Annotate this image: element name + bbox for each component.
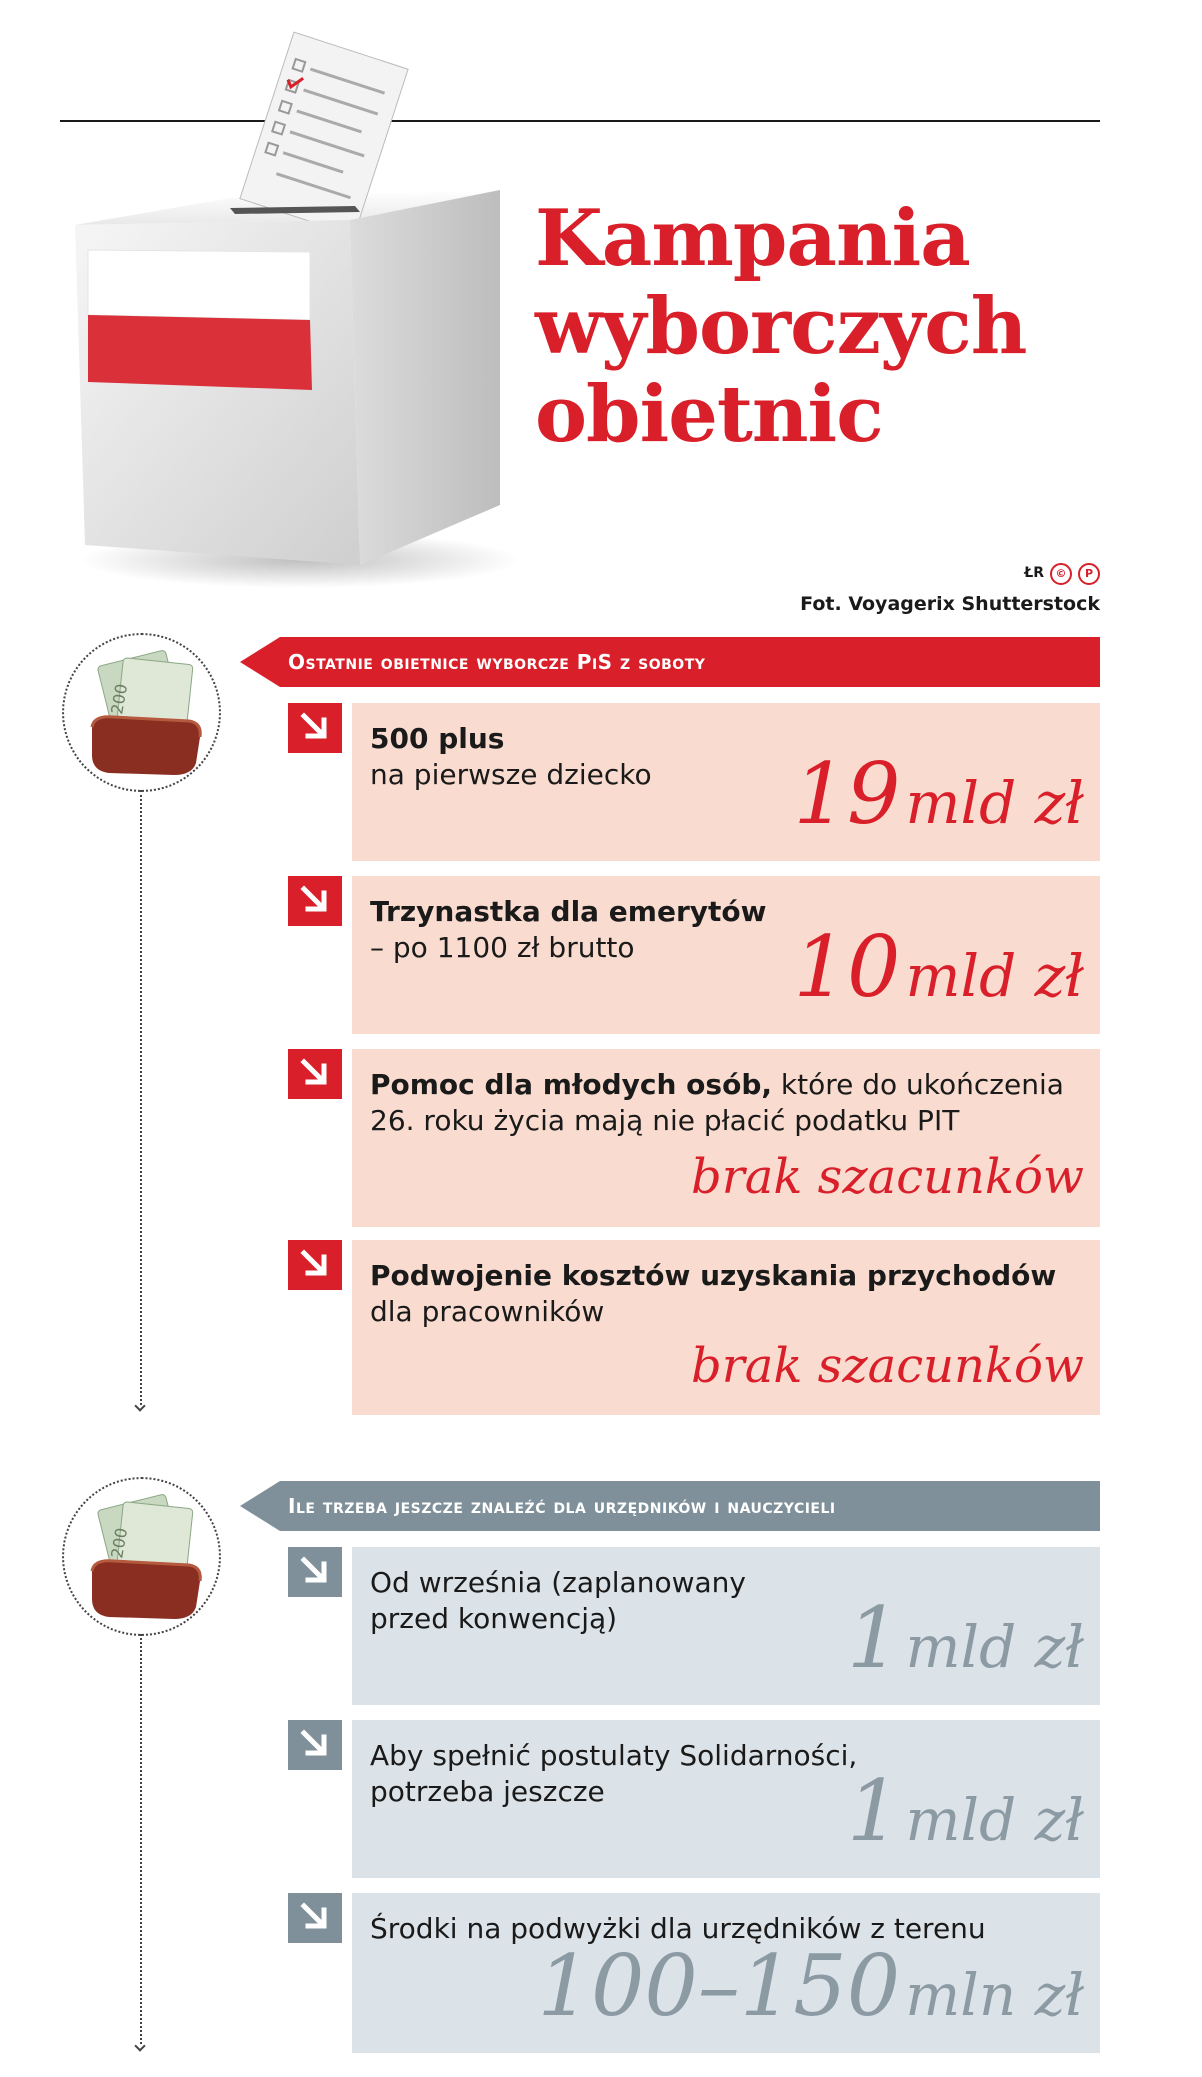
wallet-money-icon — [64, 635, 219, 790]
item-description: – po 1100 zł brutto — [370, 931, 635, 964]
svg-text:200: 200 — [107, 1526, 132, 1560]
copyright-p-mark: P — [1078, 563, 1100, 585]
item-text — [370, 1067, 1080, 1139]
item-description: na pierwsze dziecko — [370, 758, 652, 791]
amount-unit: mld zł — [905, 942, 1084, 1010]
item-heading: Pomoc dla młodych osób, — [370, 1068, 772, 1101]
item-amount: brak szacunków — [691, 1149, 1084, 1205]
title-line-1: Kampania — [535, 193, 970, 284]
item-amount — [794, 918, 1084, 1016]
arrow-down-right-icon — [288, 1720, 342, 1770]
page-title — [535, 195, 1115, 459]
author-initials: ŁR — [1024, 565, 1044, 581]
coin-wallet-icon — [62, 633, 221, 792]
amount-unit: mld zł — [905, 1613, 1084, 1681]
photo-credit: Fot. Voyagerix Shutterstock — [800, 593, 1100, 615]
amount-value: 1 — [846, 1589, 901, 1687]
title-line-2: wyborczych — [535, 281, 1027, 372]
amount-value: 1 — [846, 1762, 901, 1860]
title-line-3: obietnic — [535, 369, 883, 460]
item-description: dla pracowników — [370, 1295, 605, 1328]
amount-value: 19 — [793, 745, 901, 843]
list-item — [352, 703, 1100, 861]
list-item — [352, 876, 1100, 1034]
dotted-connector — [140, 1634, 142, 2044]
section1-header — [240, 637, 1100, 687]
coin-wallet-icon — [62, 1477, 221, 1636]
item-heading: 500 plus — [370, 722, 505, 755]
item-amount: brak szacunków — [691, 1338, 1084, 1394]
item-text: Środki na podwyżki dla urzędników z terenu — [370, 1912, 986, 1945]
item-amount — [794, 745, 1084, 843]
svg-text:200: 200 — [107, 682, 132, 716]
item-text: Aby spełnić postulaty Solidarności, potrzeba jeszcze — [370, 1739, 858, 1808]
list-item — [352, 1049, 1100, 1227]
section2-header — [240, 1481, 1100, 1531]
amount-unit: mln zł — [905, 1961, 1084, 2029]
dotted-connector-arrow-icon — [134, 1400, 145, 1411]
amount-value: 100–150 — [537, 1937, 901, 2035]
amount-value: 10 — [793, 918, 901, 1016]
list-item — [352, 1893, 1100, 2053]
item-heading: Trzynastka dla emerytów — [370, 895, 767, 928]
arrow-down-right-icon — [288, 1893, 342, 1943]
wallet-money-icon — [64, 1479, 219, 1634]
header-pointer — [240, 637, 280, 687]
item-amount — [538, 1937, 1084, 2035]
arrow-down-right-icon — [288, 1240, 342, 1290]
dotted-connector-arrow-icon — [134, 2040, 145, 2051]
arrow-down-right-icon — [288, 1547, 342, 1597]
list-item — [352, 1240, 1100, 1415]
ballot-box-illustration — [60, 30, 520, 590]
author-credit — [1024, 563, 1100, 585]
header-pointer — [240, 1481, 280, 1531]
amount-unit: mld zł — [905, 769, 1084, 837]
arrow-down-right-icon — [288, 703, 342, 753]
item-heading: Podwojenie kosztów uzyskania przychodów — [370, 1259, 1057, 1292]
copyright-c-icon: © — [1050, 563, 1072, 585]
item-description: które do ukończenia 26. roku życia mają nie płacić podatku PIT — [370, 1068, 1064, 1137]
section1-title: Ostatnie obietnice wyborcze PiS z soboty — [288, 650, 706, 674]
list-item — [352, 1547, 1100, 1705]
dotted-connector — [140, 790, 142, 1405]
arrow-down-right-icon — [288, 1049, 342, 1099]
item-amount — [847, 1589, 1084, 1687]
item-text: Od września (zaplanowany przed konwencją) — [370, 1566, 746, 1635]
arrow-down-right-icon — [288, 876, 342, 926]
item-text — [370, 1258, 1080, 1330]
list-item — [352, 1720, 1100, 1878]
item-amount — [847, 1762, 1084, 1860]
section2-title: Ile trzeba jeszcze znaleźć dla urzędników i nauczycieli — [288, 1494, 836, 1518]
amount-unit: mld zł — [905, 1786, 1084, 1854]
